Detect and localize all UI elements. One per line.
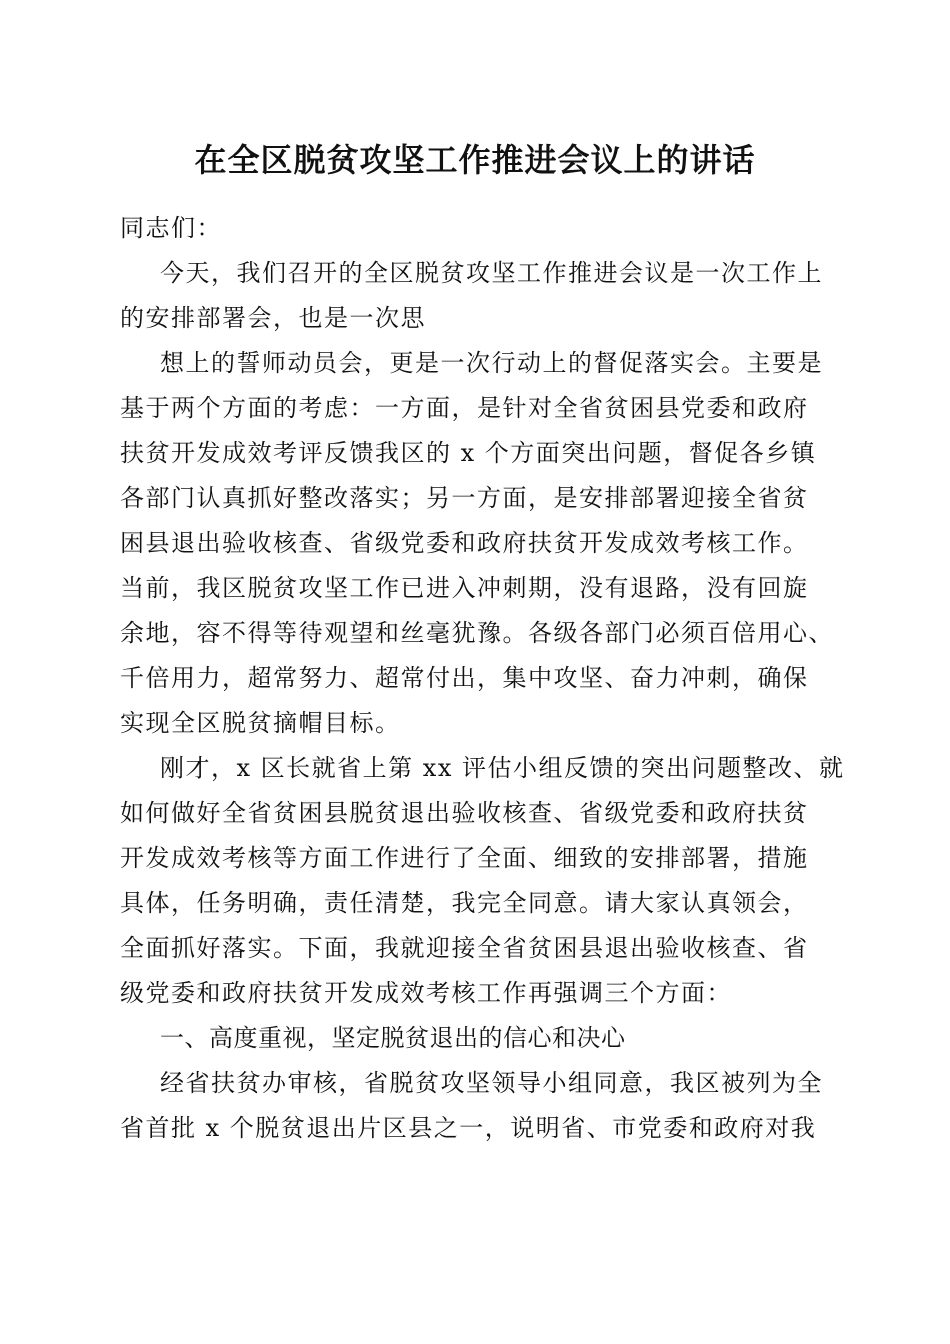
text-line: 扶贫开发成效考评反馈我区的 x 个方面突出问题，督促各乡镇 bbox=[120, 439, 817, 467]
text-line: 当前，我区脱贫攻坚工作已进入冲刺期，没有退路，没有回旋 bbox=[120, 574, 809, 602]
text-line: 基于两个方面的考虑：一方面，是针对全省贫困县党委和政府 bbox=[120, 394, 809, 422]
text-line: 具体，任务明确，责任清楚，我完全同意。请大家认真领会， bbox=[120, 889, 809, 917]
text-line: 全面抓好落实。下面，我就迎接全省贫困县退出验收核查、省 bbox=[120, 934, 809, 962]
text-line: 的安排部署会，也是一次思 bbox=[120, 304, 426, 332]
text-line: 困县退出验收核查、省级党委和政府扶贫开发成效考核工作。 bbox=[120, 529, 809, 557]
text-line: 经省扶贫办审核，省脱贫攻坚领导小组同意，我区被列为全 bbox=[160, 1069, 823, 1097]
text-line: 如何做好全省贫困县脱贫退出验收核查、省级党委和政府扶贫 bbox=[120, 799, 809, 827]
text-line: 省首批 x 个脱贫退出片区县之一，说明省、市党委和政府对我 bbox=[120, 1114, 817, 1142]
text-line: 刚才，x 区长就省上第 xx 评估小组反馈的突出问题整改、就 bbox=[160, 754, 845, 782]
salutation: 同志们： bbox=[120, 214, 222, 242]
document-title: 在全区脱贫攻坚工作推进会议上的讲话 bbox=[194, 141, 756, 179]
text-line: 千倍用力，超常努力、超常付出，集中攻坚、奋力冲刺，确保 bbox=[120, 664, 809, 692]
text-line: 级党委和政府扶贫开发成效考核工作再强调三个方面： bbox=[120, 979, 732, 1007]
document-body bbox=[120, 206, 845, 1151]
text-line: 实现全区脱贫摘帽目标。 bbox=[120, 709, 401, 737]
text-line: 余地，容不得等待观望和丝毫犹豫。各级各部门必须百倍用心、 bbox=[120, 619, 834, 647]
section-heading: 一、高度重视，坚定脱贫退出的信心和决心 bbox=[160, 1024, 626, 1052]
text-line: 今天，我们召开的全区脱贫攻坚工作推进会议是一次工作上 bbox=[160, 259, 823, 287]
text-line: 各部门认真抓好整改落实；另一方面，是安排部署迎接全省贫 bbox=[120, 484, 809, 512]
text-line: 开发成效考核等方面工作进行了全面、细致的安排部署，措施 bbox=[120, 844, 809, 872]
text-line: 想上的誓师动员会，更是一次行动上的督促落实会。主要是 bbox=[160, 349, 823, 377]
